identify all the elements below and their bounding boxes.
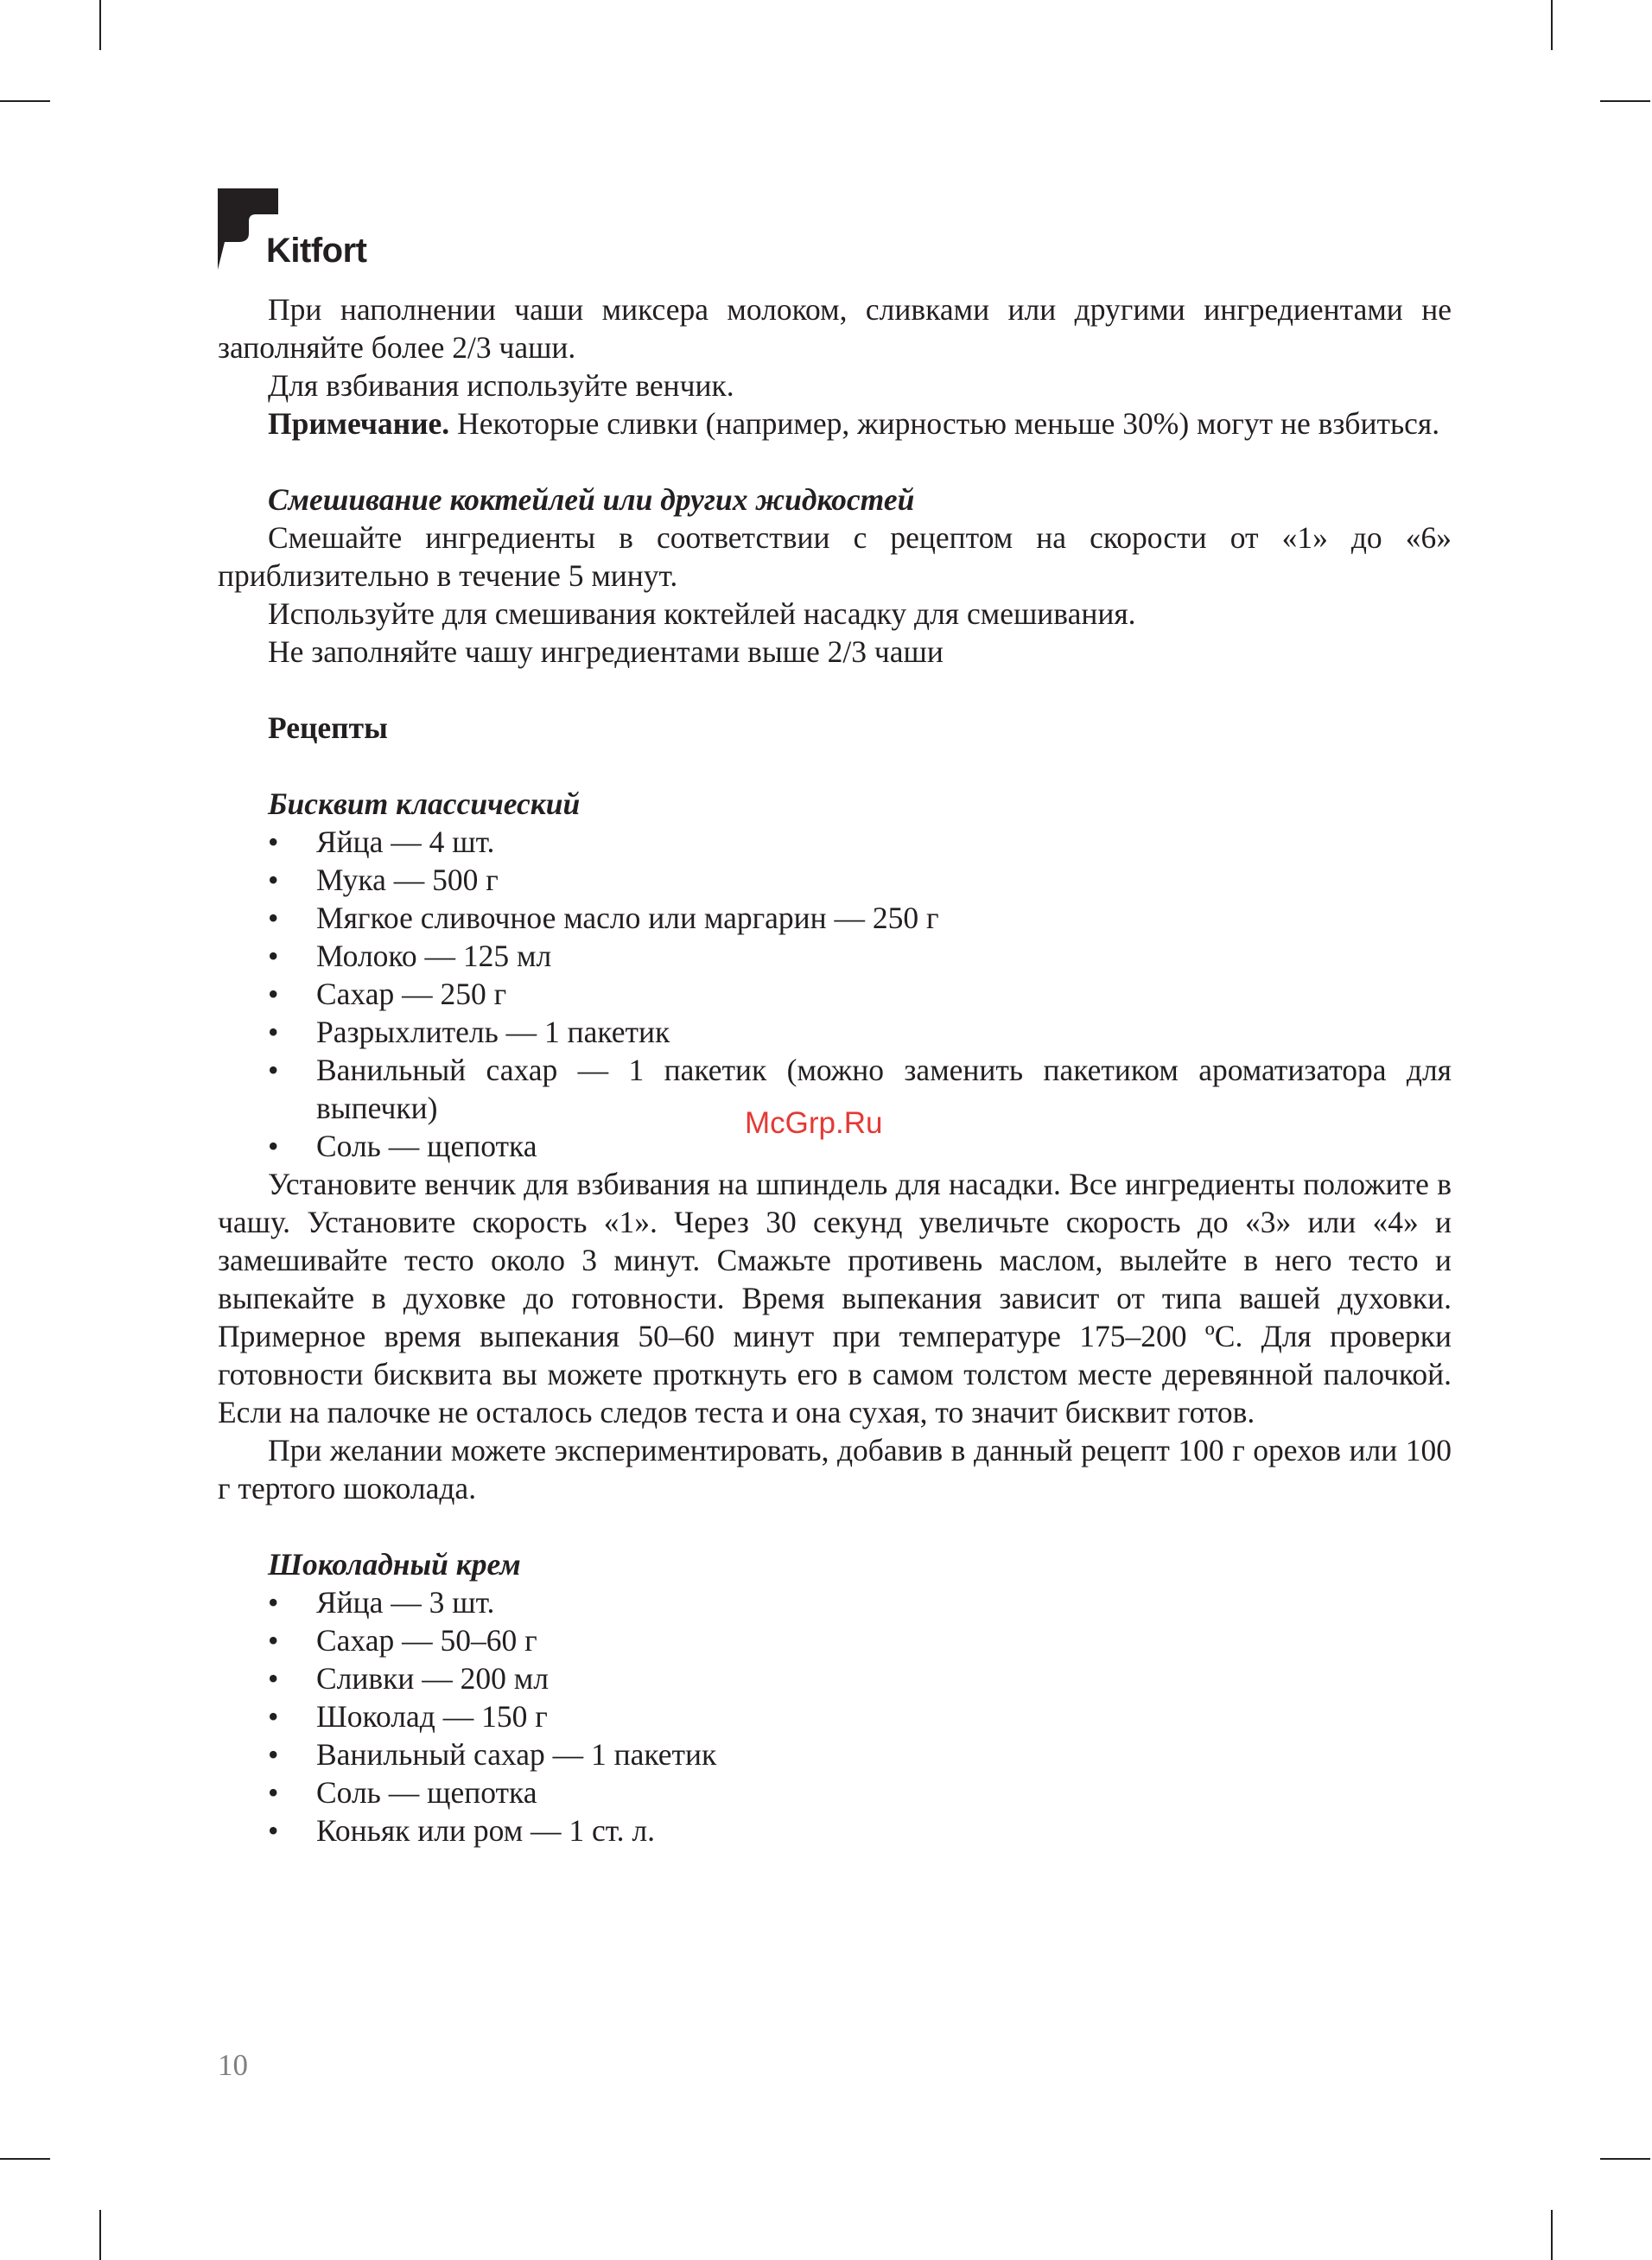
list-item: • Сливки — 200 мл bbox=[218, 1659, 1452, 1697]
crop-mark bbox=[0, 100, 50, 102]
list-item: • Молоко — 125 мл bbox=[218, 937, 1452, 975]
list-item: • Яйца — 3 шт. bbox=[218, 1583, 1452, 1621]
list-item: • Мука — 500 г bbox=[218, 861, 1452, 899]
brand-logo bbox=[218, 188, 391, 275]
list-item: • Ванильный сахар — 1 пакетик bbox=[218, 1735, 1452, 1773]
crop-mark bbox=[99, 2210, 101, 2260]
recipes-heading: Рецепты bbox=[268, 710, 388, 745]
note-label: Примечание. bbox=[268, 406, 450, 441]
crop-mark bbox=[0, 2158, 50, 2160]
paragraph: Используйте для смешивания коктейлей насадку для смешивания. bbox=[268, 596, 1136, 631]
watermark: McGrp.Ru bbox=[745, 1106, 883, 1140]
list-item: • Сахар — 50–60 г bbox=[218, 1621, 1452, 1659]
list-item: • Яйца — 4 шт. bbox=[218, 823, 1452, 861]
note-text: Некоторые сливки (например, жирностью меньше 30%) могут не взбиться. bbox=[449, 406, 1440, 441]
list-item: • Соль — щепотка bbox=[218, 1773, 1452, 1811]
crop-mark bbox=[1551, 0, 1553, 50]
list-item: • Мягкое сливочное масло или маргарин — 250 г bbox=[218, 899, 1452, 937]
section-heading: Смешивание коктейлей или других жидкостей bbox=[268, 482, 915, 517]
list-item: • Коньяк или ром — 1 ст. л. bbox=[218, 1811, 1452, 1849]
paragraph: Не заполняйте чашу ингредиентами выше 2/3 чаши bbox=[268, 634, 944, 669]
recipe-title: Шоколадный крем bbox=[268, 1547, 521, 1582]
list-item: • Соль — щепотка bbox=[218, 1127, 1452, 1165]
paragraph: Для взбивания используйте венчик. bbox=[268, 368, 734, 403]
crop-mark bbox=[1600, 2158, 1650, 2160]
list-item: • Ванильный сахар — 1 пакетик (можно заменить пакетиком ароматизатора для выпечки) bbox=[218, 1051, 1452, 1127]
paragraph: Установите венчик для взбивания на шпиндель для насадки. Все ингредиенты положите в чашу. Установите скорость «1». Через 30 секунд увеличьте скорость до «3» или «4» и замешивайте тесто около 3 минут. Смажьте противень маслом, вылейте в него тесто и выпекайте в духовке до готовности. Время выпекания зависит от типа вашей духовки. Примерное время выпекания 50–60 минут при температуре 175–200 ºC. Для проверки готовности бисквита вы можете проткнуть его в самом толстом месте деревянной палочкой. Если на палочке не осталось следов теста и она сухая, то значит бисквит готов. bbox=[218, 1167, 1452, 1429]
note-paragraph bbox=[218, 404, 1452, 442]
paragraph: Смешайте ингредиенты в соответствии с рецептом на скорости от «1» до «6» приблизительно в течение 5 минут. bbox=[218, 520, 1452, 593]
crop-mark bbox=[1551, 2210, 1553, 2260]
list-item: • Разрыхлитель — 1 пакетик bbox=[218, 1013, 1452, 1051]
crop-mark bbox=[99, 0, 101, 50]
list-item: • Сахар — 250 г bbox=[218, 975, 1452, 1013]
recipe-title: Бисквит классический bbox=[268, 786, 581, 821]
page-number: 10 bbox=[218, 2048, 248, 2082]
paragraph: При желании можете экспериментировать, добавив в данный рецепт 100 г орехов или 100 г тертого шоколада. bbox=[218, 1433, 1452, 1506]
crop-mark bbox=[1600, 100, 1650, 102]
brand-name: Kitfort bbox=[266, 232, 367, 270]
list-item: • Шоколад — 150 г bbox=[218, 1697, 1452, 1735]
paragraph: При наполнении чаши миксера молоком, сливками или другими ингредиентами не заполняйте более 2/3 чаши. bbox=[218, 292, 1452, 365]
page-content bbox=[218, 290, 1452, 1849]
ingredient-list bbox=[218, 1583, 1452, 1849]
